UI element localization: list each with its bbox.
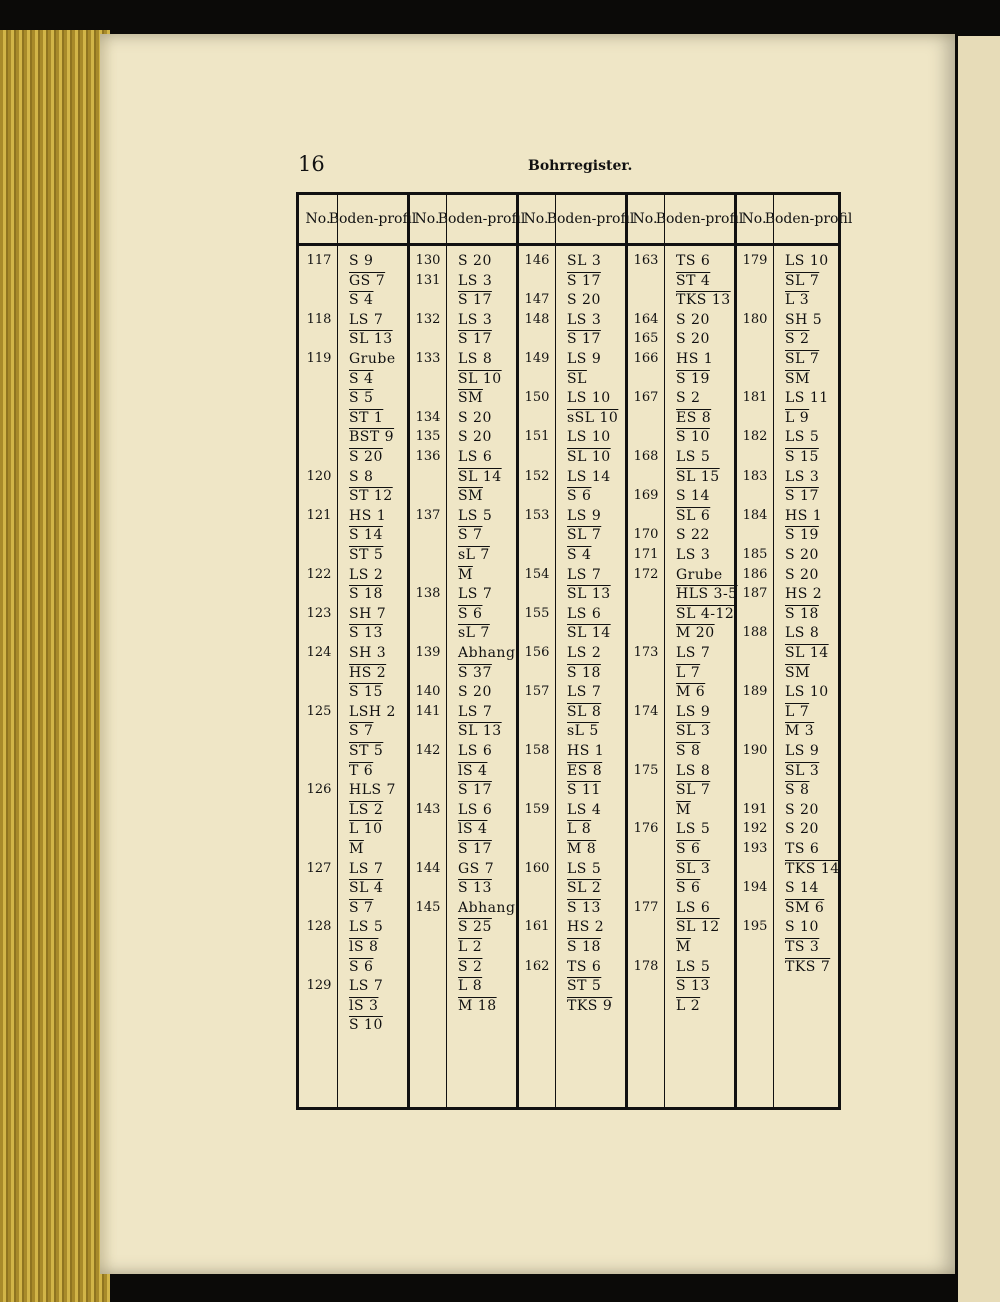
borehole-number: 181 xyxy=(742,390,768,406)
soil-profile-layer: LS 9 xyxy=(676,703,711,720)
soil-profile-layer: M 8 xyxy=(567,841,597,857)
borehole-number: 131 xyxy=(415,272,441,288)
soil-profile-layer: S 4 xyxy=(567,547,592,563)
soil-profile-layer: SL 7 xyxy=(785,272,820,289)
soil-profile-layer: LS 5 xyxy=(676,958,711,975)
borehole-number: 133 xyxy=(415,351,441,366)
soil-profile-layer: M 3 xyxy=(785,723,815,740)
soil-profile-layer: LS 6 xyxy=(458,801,493,818)
soil-profile-layer: Grube xyxy=(349,351,396,367)
borehole-number: 173 xyxy=(633,645,659,660)
soil-profile-layer: LS 3 xyxy=(458,311,493,328)
soil-profile-layer: ST 5 xyxy=(349,547,384,563)
soil-profile-layer: LS 4 xyxy=(567,801,602,818)
soil-profile-layer: sL 7 xyxy=(458,547,490,563)
borehole-number: 140 xyxy=(415,684,441,700)
soil-profile-layer: S 20 xyxy=(458,684,492,701)
soil-profile-layer: LS 3 xyxy=(458,272,493,289)
soil-profile-layer: S 13 xyxy=(676,978,710,995)
soil-profile-layer: LS 10 xyxy=(567,390,611,407)
soil-profile-layer: LS 7 xyxy=(349,978,384,995)
soil-profile-layer: S 18 xyxy=(349,586,383,603)
soil-profile-layer: SL 8 xyxy=(567,703,602,720)
soil-profile-layer: TS 6 xyxy=(785,841,820,857)
borehole-number: 138 xyxy=(415,586,441,602)
soil-profile-layer: ST 1 xyxy=(349,409,384,426)
soil-profile-layer: S 19 xyxy=(785,527,819,544)
borehole-number: 174 xyxy=(633,703,659,719)
soil-profile-layer: S 20 xyxy=(785,821,819,838)
soil-profile-layer: S 6 xyxy=(567,488,592,505)
soil-profile-layer: L 3 xyxy=(785,292,810,309)
soil-profile-layer: S 17 xyxy=(458,292,492,309)
soil-profile-layer: LS 2 xyxy=(349,566,384,583)
book-page-edges xyxy=(0,30,110,1302)
borehole-number: 130 xyxy=(415,253,441,268)
borehole-number: 149 xyxy=(524,351,550,366)
soil-profile-layer: HS 1 xyxy=(785,507,823,524)
soil-profile-layer: S 17 xyxy=(458,841,492,857)
soil-profile-layer: L 7 xyxy=(785,703,810,720)
header-no: No. xyxy=(632,211,658,227)
borehole-number: 177 xyxy=(633,899,659,915)
borehole-number: 172 xyxy=(633,566,659,582)
column-rule xyxy=(664,195,665,1107)
soil-profile-layer: SL 13 xyxy=(458,723,502,740)
borehole-number: 118 xyxy=(306,311,332,327)
borehole-number: 117 xyxy=(306,253,332,268)
soil-profile-layer: M 20 xyxy=(676,625,715,642)
borehole-number: 158 xyxy=(524,743,550,758)
soil-profile-layer: LS 6 xyxy=(458,743,493,759)
soil-profile-layer: LS 2 xyxy=(349,801,384,818)
column-rule xyxy=(446,195,447,1107)
soil-profile-layer: TKS 9 xyxy=(567,997,613,1014)
borehole-number: 119 xyxy=(306,351,332,366)
soil-profile-layer: LS 10 xyxy=(785,253,829,269)
header-no: No. xyxy=(305,211,331,227)
soil-profile-layer: SL 10 xyxy=(567,449,611,465)
borehole-number: 120 xyxy=(306,468,332,484)
borehole-number: 127 xyxy=(306,860,332,876)
soil-profile-layer: HLS 7 xyxy=(349,782,396,799)
soil-profile-layer: SH 3 xyxy=(349,645,387,661)
soil-profile-layer: LS 6 xyxy=(676,899,711,916)
soil-profile-layer: LS 7 xyxy=(676,645,711,661)
soil-profile-layer: sSL 10 xyxy=(567,409,619,426)
column-group-rule xyxy=(407,195,410,1107)
soil-profile-layer: LS 5 xyxy=(349,919,384,936)
borehole-number: 145 xyxy=(415,899,441,915)
soil-profile-layer: S 22 xyxy=(676,527,710,544)
soil-profile-layer: ST 5 xyxy=(349,743,384,759)
soil-profile-layer: lS 3 xyxy=(349,997,379,1014)
borehole-number: 192 xyxy=(742,821,768,837)
soil-profile-layer: SH 5 xyxy=(785,311,823,328)
soil-profile-layer: S 14 xyxy=(676,488,710,505)
soil-profile-layer: SL 7 xyxy=(567,527,602,544)
header-no: No. xyxy=(414,211,440,227)
soil-profile-layer: L 2 xyxy=(458,939,483,955)
soil-profile-layer: LS 9 xyxy=(785,743,820,759)
soil-profile-layer: $\overline{M}$ xyxy=(676,939,691,955)
soil-profile-layer: S 20 xyxy=(458,429,492,446)
soil-profile-layer: ST 12 xyxy=(349,488,393,505)
soil-profile-layer: $\overline{SM}$ xyxy=(785,370,810,387)
borehole-number: 121 xyxy=(306,507,332,523)
soil-profile-layer: TKS 14 xyxy=(785,860,840,877)
borehole-number: 179 xyxy=(742,253,768,268)
soil-profile-layer: S 18 xyxy=(567,939,601,955)
soil-profile-layer: S 10 xyxy=(785,919,819,936)
soil-profile-layer: S 14 xyxy=(785,880,819,897)
soil-profile-layer: S 20 xyxy=(785,566,819,583)
borehole-number: 153 xyxy=(524,507,550,523)
borehole-number: 176 xyxy=(633,821,659,837)
header-rule xyxy=(299,243,838,246)
soil-profile-layer: SL 4 xyxy=(349,880,384,897)
soil-profile-layer: $\overline{SM}$ xyxy=(785,664,810,681)
soil-profile-layer: S 18 xyxy=(785,605,819,622)
soil-profile-layer: LS 7 xyxy=(567,566,602,583)
borehole-number: 184 xyxy=(742,507,768,523)
soil-profile-layer: SL 13 xyxy=(349,331,393,348)
borehole-number: 159 xyxy=(524,801,550,817)
soil-profile-layer: S 20 xyxy=(785,547,819,563)
soil-profile-layer: SM 6 xyxy=(785,899,825,916)
borehole-number: 168 xyxy=(633,449,659,464)
column-group-rule xyxy=(516,195,519,1107)
soil-profile-layer: $\overline{M}$ xyxy=(349,841,364,857)
soil-profile-layer: S 15 xyxy=(785,449,819,465)
borehole-number: 122 xyxy=(306,566,332,582)
borehole-number: 155 xyxy=(524,605,550,621)
soil-profile-layer: LS 7 xyxy=(458,703,493,720)
soil-profile-layer: S 17 xyxy=(567,331,601,348)
soil-profile-layer: LS 2 xyxy=(567,645,602,661)
soil-profile-layer: S 13 xyxy=(458,880,492,897)
soil-profile-layer: GS 7 xyxy=(458,860,495,877)
borehole-number: 167 xyxy=(633,390,659,406)
soil-profile-layer: LS 7 xyxy=(458,586,493,603)
soil-profile-layer: TKS 13 xyxy=(676,292,731,309)
column-rule xyxy=(337,195,338,1107)
borehole-number: 175 xyxy=(633,762,659,778)
soil-profile-layer: S 6 xyxy=(676,880,701,897)
borehole-number: 169 xyxy=(633,488,659,504)
soil-profile-layer: S 17 xyxy=(458,331,492,348)
soil-profile-layer: S 2 xyxy=(785,331,810,348)
soil-profile-layer: S 20 xyxy=(349,449,383,465)
soil-profile-layer: S 8 xyxy=(349,468,374,485)
soil-profile-layer: M 18 xyxy=(458,997,497,1014)
soil-profile-layer: S 37 xyxy=(458,664,492,681)
soil-profile-layer: LS 9 xyxy=(567,351,602,367)
header-bodenprofil: Boden- profil xyxy=(437,211,526,227)
borehole-number: 182 xyxy=(742,429,768,445)
soil-profile-layer: S 4 xyxy=(349,370,374,387)
soil-profile-layer: LS 8 xyxy=(676,762,711,779)
soil-profile-layer: HS 2 xyxy=(349,664,387,681)
soil-profile-layer: S 20 xyxy=(458,253,492,269)
soil-profile-layer: S 10 xyxy=(676,429,710,446)
soil-profile-layer: S 6 xyxy=(349,958,374,975)
borehole-number: 144 xyxy=(415,860,441,876)
soil-profile-layer: sL 5 xyxy=(567,723,599,740)
borehole-number: 185 xyxy=(742,547,768,562)
borehole-number: 171 xyxy=(633,547,659,562)
soil-profile-layer: SL 14 xyxy=(785,645,829,661)
borehole-number: 170 xyxy=(633,527,659,543)
soil-profile-layer: HS 1 xyxy=(349,507,387,524)
soil-profile-layer: S 20 xyxy=(676,331,710,348)
borehole-number: 150 xyxy=(524,390,550,406)
soil-profile-layer: S 18 xyxy=(567,664,601,681)
soil-profile-layer: lS 4 xyxy=(458,762,488,779)
soil-profile-layer: LS 11 xyxy=(785,390,829,407)
soil-profile-layer: SL 7 xyxy=(676,782,711,799)
borehole-number: 135 xyxy=(415,429,441,445)
soil-profile-layer: LS 8 xyxy=(458,351,493,367)
soil-profile-layer: SL 3 xyxy=(676,723,711,740)
soil-profile-layer: SL 2 xyxy=(567,880,602,897)
soil-profile-layer: LS 10 xyxy=(567,429,611,446)
soil-profile-layer: S 17 xyxy=(567,272,601,289)
soil-profile-layer: S 8 xyxy=(676,743,701,759)
soil-profile-layer: LS 5 xyxy=(458,507,493,524)
borehole-number: 186 xyxy=(742,566,768,582)
page-title: Bohrregister. xyxy=(528,158,633,174)
borehole-number: 151 xyxy=(524,429,550,445)
soil-profile-layer: SL 3 xyxy=(785,762,820,779)
soil-profile-layer: SL 10 xyxy=(458,370,502,387)
soil-profile-layer: S 15 xyxy=(349,684,383,701)
borehole-number: 146 xyxy=(524,253,550,268)
soil-profile-layer: SL 7 xyxy=(785,351,820,367)
soil-profile-layer: ES 8 xyxy=(676,409,712,426)
soil-profile-layer: lS 4 xyxy=(458,821,488,838)
soil-profile-layer: HS 1 xyxy=(567,743,605,759)
borehole-number: 134 xyxy=(415,409,441,425)
soil-profile-layer: ST 4 xyxy=(676,272,711,289)
borehole-number: 193 xyxy=(742,841,768,856)
soil-profile-layer: LS 5 xyxy=(567,860,602,877)
soil-profile-layer: SL 13 xyxy=(567,586,611,603)
soil-profile-layer: GS 7 xyxy=(349,272,386,289)
soil-profile-layer: TS 6 xyxy=(676,253,711,269)
borehole-number: 143 xyxy=(415,801,441,817)
soil-profile-layer: TS 6 xyxy=(567,958,602,975)
soil-profile-layer: SH 7 xyxy=(349,605,387,622)
borehole-number: 187 xyxy=(742,586,768,602)
column-rule xyxy=(555,195,556,1107)
soil-profile-layer: $\overline{M}$ xyxy=(676,801,691,818)
soil-profile-layer: HS 2 xyxy=(567,919,605,936)
soil-profile-layer: SL 12 xyxy=(676,919,720,936)
borehole-number: 152 xyxy=(524,468,550,484)
borehole-number: 191 xyxy=(742,801,768,817)
soil-profile-layer: SL 15 xyxy=(676,468,720,485)
soil-profile-layer: lS 8 xyxy=(349,939,379,955)
borehole-number: 136 xyxy=(415,449,441,464)
borehole-number: 183 xyxy=(742,468,768,484)
soil-profile-layer: LS 6 xyxy=(458,449,493,465)
soil-profile-layer: S 20 xyxy=(676,311,710,328)
soil-profile-layer: Abhang xyxy=(458,645,516,661)
soil-profile-layer: S 11 xyxy=(567,782,601,799)
soil-profile-layer: T 6 xyxy=(349,762,374,779)
borehole-number: 141 xyxy=(415,703,441,719)
soil-profile-layer: S 9 xyxy=(349,253,374,269)
column-group-rule xyxy=(734,195,737,1107)
soil-profile-layer: LS 9 xyxy=(567,507,602,524)
borehole-number: 180 xyxy=(742,311,768,327)
header-bodenprofil: Boden- profil xyxy=(764,211,853,227)
soil-profile-layer: S 25 xyxy=(458,919,492,936)
soil-profile-layer: SL 3 xyxy=(567,253,602,269)
column-rule xyxy=(773,195,774,1107)
soil-profile-layer: LS 3 xyxy=(567,311,602,328)
borehole-number: 161 xyxy=(524,919,550,935)
borehole-register-table xyxy=(296,192,853,1110)
soil-profile-layer: L 7 xyxy=(676,664,701,681)
soil-profile-layer: L 9 xyxy=(785,409,810,426)
soil-profile-layer: SL 3 xyxy=(676,860,711,877)
soil-profile-layer: S 2 xyxy=(458,958,483,975)
soil-profile-layer: SL 14 xyxy=(458,468,502,485)
borehole-number: 166 xyxy=(633,351,659,366)
soil-profile-layer: SL 6 xyxy=(676,507,711,524)
header-bodenprofil: Boden- profil xyxy=(655,211,744,227)
soil-profile-layer: S 17 xyxy=(785,488,819,505)
soil-profile-layer: S 20 xyxy=(458,409,492,426)
soil-profile-layer: L 8 xyxy=(567,821,592,838)
borehole-number: 156 xyxy=(524,645,550,660)
soil-profile-layer: $\overline{SM}$ xyxy=(458,390,483,407)
soil-profile-layer: S 13 xyxy=(567,899,601,916)
borehole-number: 194 xyxy=(742,880,768,896)
soil-profile-layer: M 6 xyxy=(676,684,706,701)
borehole-number: 123 xyxy=(306,605,332,621)
soil-profile-layer: LS 14 xyxy=(567,468,611,485)
soil-profile-layer: HS 1 xyxy=(676,351,714,367)
borehole-number: 125 xyxy=(306,703,332,719)
soil-profile-layer: LS 5 xyxy=(676,821,711,838)
soil-profile-layer: S 7 xyxy=(349,723,374,740)
borehole-number: 164 xyxy=(633,311,659,327)
borehole-number: 162 xyxy=(524,958,550,974)
soil-profile-layer: S 10 xyxy=(349,1017,383,1034)
header-bodenprofil: Boden- profil xyxy=(328,211,417,227)
soil-profile-layer: LSH 2 xyxy=(349,703,396,720)
header-bodenprofil: Boden- profil xyxy=(546,211,635,227)
soil-profile-layer: LS 6 xyxy=(567,605,602,622)
borehole-number: 129 xyxy=(306,978,332,994)
soil-profile-layer: S 20 xyxy=(567,292,601,309)
borehole-number: 189 xyxy=(742,684,768,700)
soil-profile-layer: L 2 xyxy=(676,997,701,1014)
soil-profile-layer: HS 2 xyxy=(785,586,823,603)
soil-profile-layer: HLS 3-5 xyxy=(676,586,738,603)
soil-profile-layer: SL 4-12 xyxy=(676,605,735,622)
borehole-number: 126 xyxy=(306,782,332,798)
soil-profile-layer: sL 7 xyxy=(458,625,490,642)
soil-profile-layer: SL 14 xyxy=(567,625,611,642)
borehole-number: 188 xyxy=(742,625,768,641)
borehole-number: 195 xyxy=(742,919,768,935)
soil-profile-layer: L 10 xyxy=(349,821,383,838)
borehole-number: 163 xyxy=(633,253,659,268)
borehole-number: 165 xyxy=(633,331,659,347)
borehole-number: 147 xyxy=(524,292,550,308)
soil-profile-layer: LS 5 xyxy=(785,429,820,446)
soil-profile-layer: LS 7 xyxy=(349,311,384,328)
soil-profile-layer: S 17 xyxy=(458,782,492,799)
borehole-number: 137 xyxy=(415,507,441,523)
borehole-number: 139 xyxy=(415,645,441,660)
soil-profile-layer: S 2 xyxy=(676,390,701,407)
column-group-rule xyxy=(625,195,628,1107)
borehole-number: 142 xyxy=(415,743,441,758)
facing-page-edge xyxy=(958,36,1000,1302)
soil-profile-layer: S 8 xyxy=(785,782,810,799)
soil-profile-layer: S 5 xyxy=(349,390,374,407)
soil-profile-layer: S 7 xyxy=(458,527,483,544)
soil-profile-layer: LS 3 xyxy=(785,468,820,485)
soil-profile-layer: TKS 7 xyxy=(785,958,831,975)
soil-profile-layer: S 20 xyxy=(785,801,819,818)
soil-profile-layer: S 13 xyxy=(349,625,383,642)
borehole-number: 157 xyxy=(524,684,550,700)
soil-profile-layer: LS 7 xyxy=(567,684,602,701)
page-number: 16 xyxy=(298,152,325,176)
soil-profile-layer: LS 10 xyxy=(785,684,829,701)
soil-profile-layer: Grube xyxy=(676,566,723,583)
soil-profile-layer: ES 8 xyxy=(567,762,603,779)
soil-profile-layer: S 4 xyxy=(349,292,374,309)
borehole-number: 178 xyxy=(633,958,659,974)
soil-profile-layer: LS 3 xyxy=(676,547,711,563)
header-no: No. xyxy=(523,211,549,227)
borehole-number: 160 xyxy=(524,860,550,876)
soil-profile-layer: LS 8 xyxy=(785,625,820,642)
soil-profile-layer: TS 3 xyxy=(785,939,820,955)
borehole-number: 132 xyxy=(415,311,441,327)
borehole-number: 128 xyxy=(306,919,332,935)
soil-profile-layer: S 19 xyxy=(676,370,710,387)
borehole-number: 190 xyxy=(742,743,768,758)
borehole-number: 148 xyxy=(524,311,550,327)
borehole-number: 124 xyxy=(306,645,332,660)
soil-profile-layer: S 6 xyxy=(458,605,483,622)
soil-profile-layer: ST 5 xyxy=(567,978,602,995)
soil-profile-layer: $\overline{SM}$ xyxy=(458,488,483,505)
soil-profile-layer: $\overline{SL}$ xyxy=(567,370,587,387)
soil-profile-layer: Abhang xyxy=(458,899,516,916)
soil-profile-layer: LS 5 xyxy=(676,449,711,465)
soil-profile-layer: LS 7 xyxy=(349,860,384,877)
soil-profile-layer: S 6 xyxy=(676,841,701,857)
soil-profile-layer: S 7 xyxy=(349,899,374,916)
soil-profile-layer: L 8 xyxy=(458,978,483,995)
soil-profile-layer: BST 9 xyxy=(349,429,395,446)
borehole-number: 154 xyxy=(524,566,550,582)
soil-profile-layer: $\overline{M}$ xyxy=(458,566,473,583)
header-no: No. xyxy=(741,211,767,227)
soil-profile-layer: S 14 xyxy=(349,527,383,544)
